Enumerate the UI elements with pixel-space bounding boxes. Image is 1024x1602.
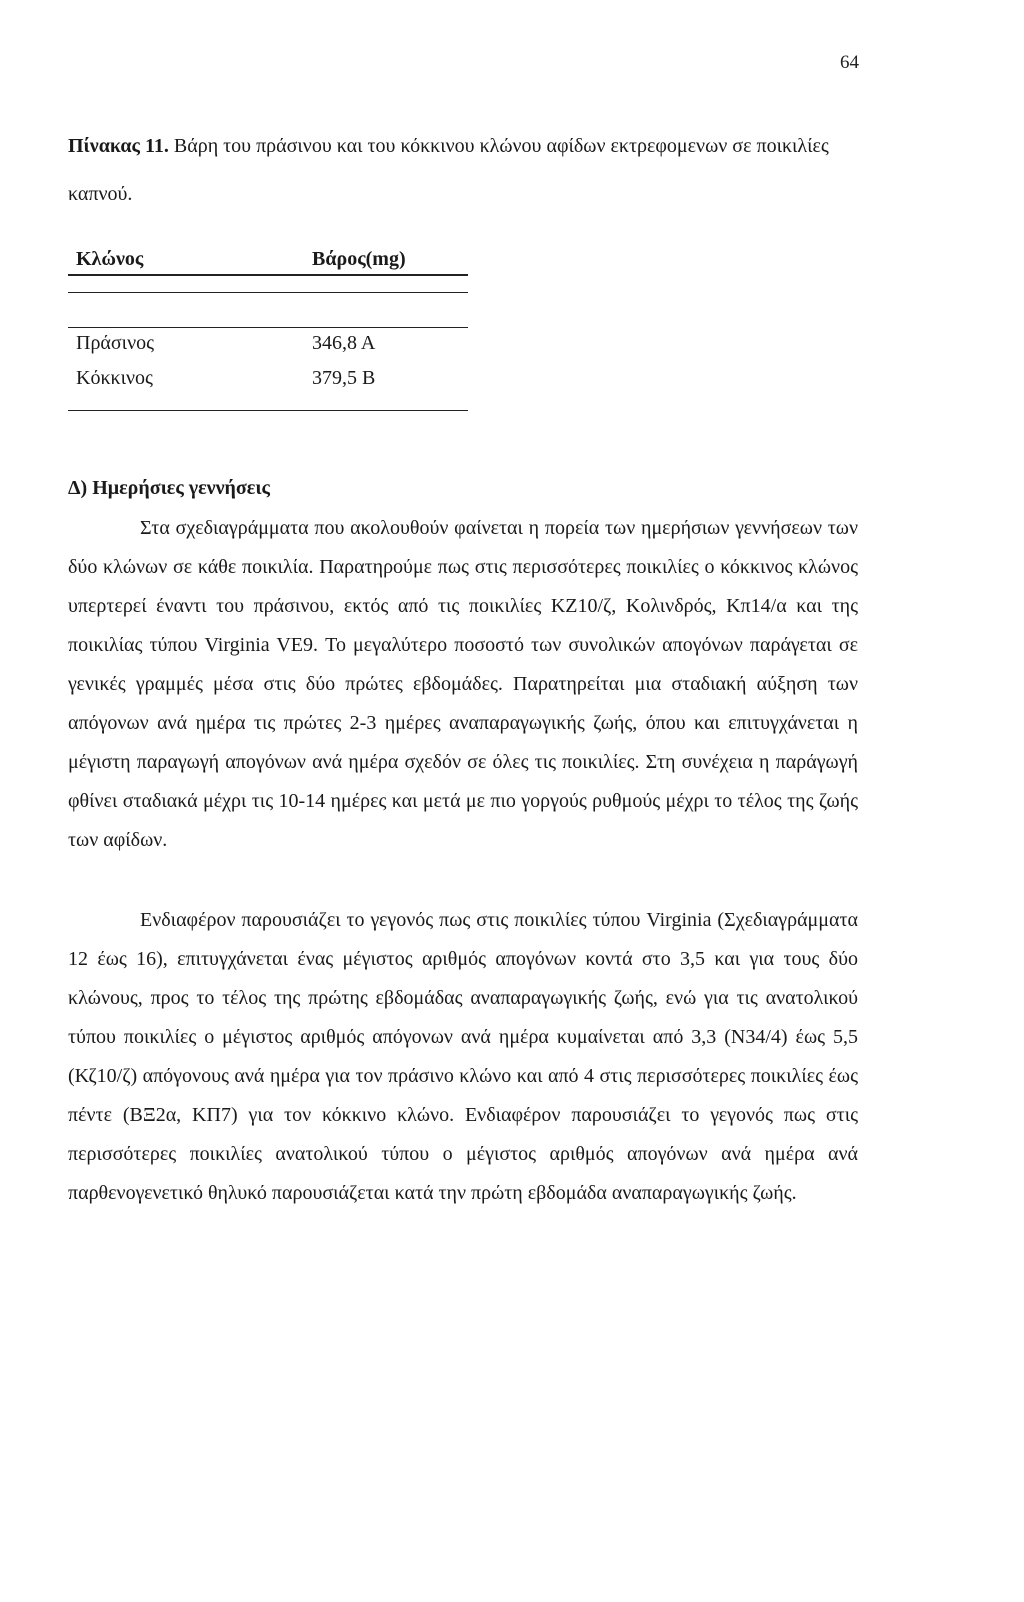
table-rule-header [68,292,468,293]
table-caption [68,122,858,218]
table-cell-clone-green: Πράσινος [76,332,155,354]
table-cell-weight-red: 379,5 Β [312,367,376,389]
table-rule-top [68,274,468,276]
table-caption-label: Πίνακας 11. [68,135,169,157]
table-cell-clone-red: Κόκκινος [76,367,153,389]
section-heading: Δ) Ημερήσιες γεννήσεις [68,477,270,499]
body-paragraph-2: Ενδιαφέρον παρουσιάζει το γεγονός πως στις ποικιλίες τύπου Virginia (Σχεδιαγράμματα 12 έως 16), επιτυγχάνεται ένας μέγιστος αριθμός απογόνων κοντά στο 3,5 και για τους δύο κλώνους, προς το τέλος της πρώτης εβδομάδας αναπαραγωγικής ζωής, ενώ για τις ανατολικού τύπου ποικιλίες ο μέγιστος αριθμός απόγονων ανά ημέρα κυμαίνεται από 3,3 (Ν34/4) έως 5,5 (Κζ10/ζ) απόγονους ανά ημέρα για τον πράσινο κλώνο και από 4 στις περισσότερες ποικιλίες έως πέντε (ΒΞ2α, ΚΠ7) για τον κόκκινο κλώνο. Ενδιαφέρον παρουσιάζει το γεγονός πως στις περισσότερες ποικιλίες ανατολικού τύπου ο μέγιστος αριθμός απογόνων ανά ημέρα ανά παρθενογενετικό θηλυκό παρουσιάζεται κατά την πρώτη εβδομάδα αναπαραγωγικής ζωής. [68,909,858,1204]
table-cell-weight-green: 346,8 Α [312,332,376,354]
table-header-clone: Κλώνος [76,248,144,270]
table-caption-text: Βάρη του πράσινου και του κόκκινου κλώνου αφίδων εκτρεφομενων σε ποικιλίες καπνού. [68,135,829,205]
table-header-weight: Βάρος(mg) [312,248,406,270]
page-number: 64 [840,52,859,73]
table-rule-body-top [68,327,468,328]
body-paragraph-1: Στα σχεδιαγράμματα που ακολουθούν φαίνεται η πορεία των ημερήσιων γεννήσεων των δύο κλώνων σε κάθε ποικιλία. Παρατηρούμε πως στις περισσότερες ποικιλίες ο κόκκινος κλώνος υπερτερεί έναντι του πράσινου, εκτός από τις ποικιλίες ΚΖ10/ζ, Κολινδρός, Κπ14/α και της ποικιλίας τύπου Virginia VE9. Το μεγαλύτερο ποσοστό των συνολικών απογόνων παράγεται σε γενικές γραμμές μέσα στις δύο πρώτες εβδομάδες. Παρατηρείται μια σταδιακή αύξηση των απόγονων ανά ημέρα τις πρώτες 2-3 ημέρες αναπαραγωγικής ζωής, όπου και επιτυγχάνεται η μέγιστη παραγωγή απογόνων ανά ημέρα σχεδόν σε όλες τις ποικιλίες. Στη συνέχεια η παράγωγή φθίνει σταδιακά μέχρι τις 10-14 ημέρες και μετά με πιο γοργούς ρυθμούς μέχρι το τέλος της ζωής των αφίδων. [68,517,858,851]
table-rule-bottom [68,410,468,411]
